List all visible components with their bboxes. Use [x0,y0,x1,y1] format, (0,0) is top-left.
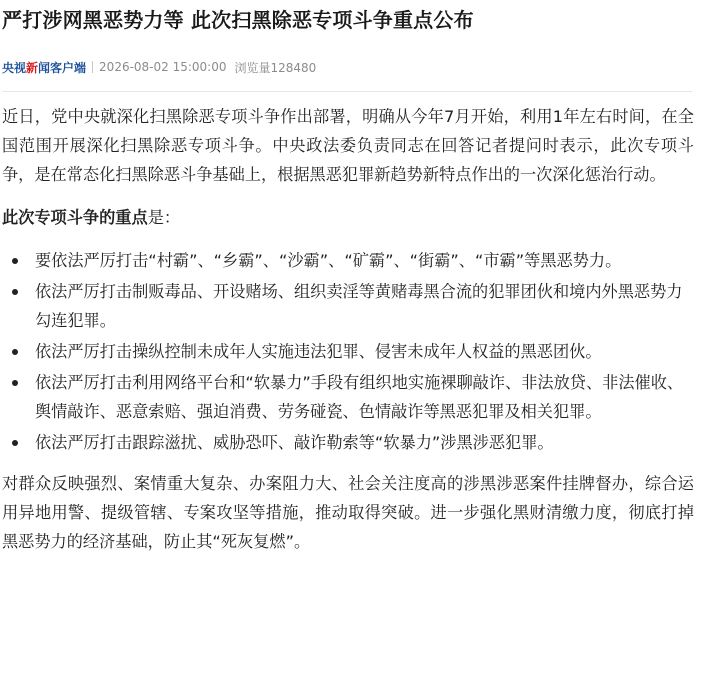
focus-heading-bold: 此次专项斗争的重点 [2,208,148,227]
publish-date: 2026-08-02 15:00:00 [99,60,227,74]
view-count: 浏览量128480 [234,60,317,75]
list-item-text: 依法严厉打击跟踪滋扰、威胁恐吓、敲诈勒索等“软暴力”涉黑涉恶犯罪。 [35,433,554,452]
intro-paragraph: 近日，党中央就深化扫黑除恶专项斗争作出部署，明确从今年7月开始，利用1年左右时间，在全国范围开展深化扫黑除恶专项斗争。中央政法委负责同志在回答记者提问时表示，此次专项斗争，是在常态化扫黑除恶斗争基础上，根据黑恶犯罪新趋势新特点作出的一次深化惩治行动。 [2,107,694,184]
focus-heading [2,203,692,232]
focus-list [2,246,692,457]
bullet-icon [12,440,18,446]
list-item [2,428,694,457]
closing-paragraph: 对群众反映强烈、案情重大复杂、办案阻力大、社会关注度高的涉黑涉恶案件挂牌督办，综合运用异地用警、提级管辖、专案攻坚等措施，推动取得突破。进一步强化黑财清缴力度，彻底打掉黑恶势力的经济基础，防止其“死灰复燃”。 [2,474,694,551]
list-item-text: 要依法严厉打击“村霸”、“乡霸”、“沙霸”、“矿霸”、“街霸”、“市霸”等黑恶势力。 [35,251,622,270]
bullet-icon [12,349,18,355]
list-item-text: 依法严厉打击制贩毒品、开设赌场、组织卖淫等黄赌毒黑合流的犯罪团伙和境内外黑恶势力勾连犯罪。 [35,282,683,330]
bullet-icon [12,258,18,264]
article-title: 严打涉网黑恶势力等 此次扫黑除恶专项斗争重点公布 [2,8,474,32]
list-item [2,246,694,275]
list-item [2,277,694,335]
focus-heading-tail: 是： [147,208,181,227]
source-part-2: 新 [26,60,39,75]
bullet-icon [12,380,18,386]
list-item [2,337,694,366]
article-meta [2,55,692,79]
header-divider [2,91,692,92]
list-item-text: 依法严厉打击操纵控制未成年人实施违法犯罪、侵害未成年人权益的黑恶团伙。 [35,342,602,361]
source-part-3: 闻客户端 [38,60,87,75]
list-item [2,368,694,426]
bullet-icon [12,289,18,295]
meta-divider [92,61,93,73]
source-part-1: 央视 [2,60,27,75]
source-link[interactable] [2,59,86,76]
list-item-text: 依法严厉打击利用网络平台和“软暴力”手段有组织地实施裸聊敲诈、非法放贷、非法催收、舆情敲诈、恶意索赔、强迫消费、劳务碰瓷、色情敲诈等黑恶犯罪及相关犯罪。 [35,373,684,421]
